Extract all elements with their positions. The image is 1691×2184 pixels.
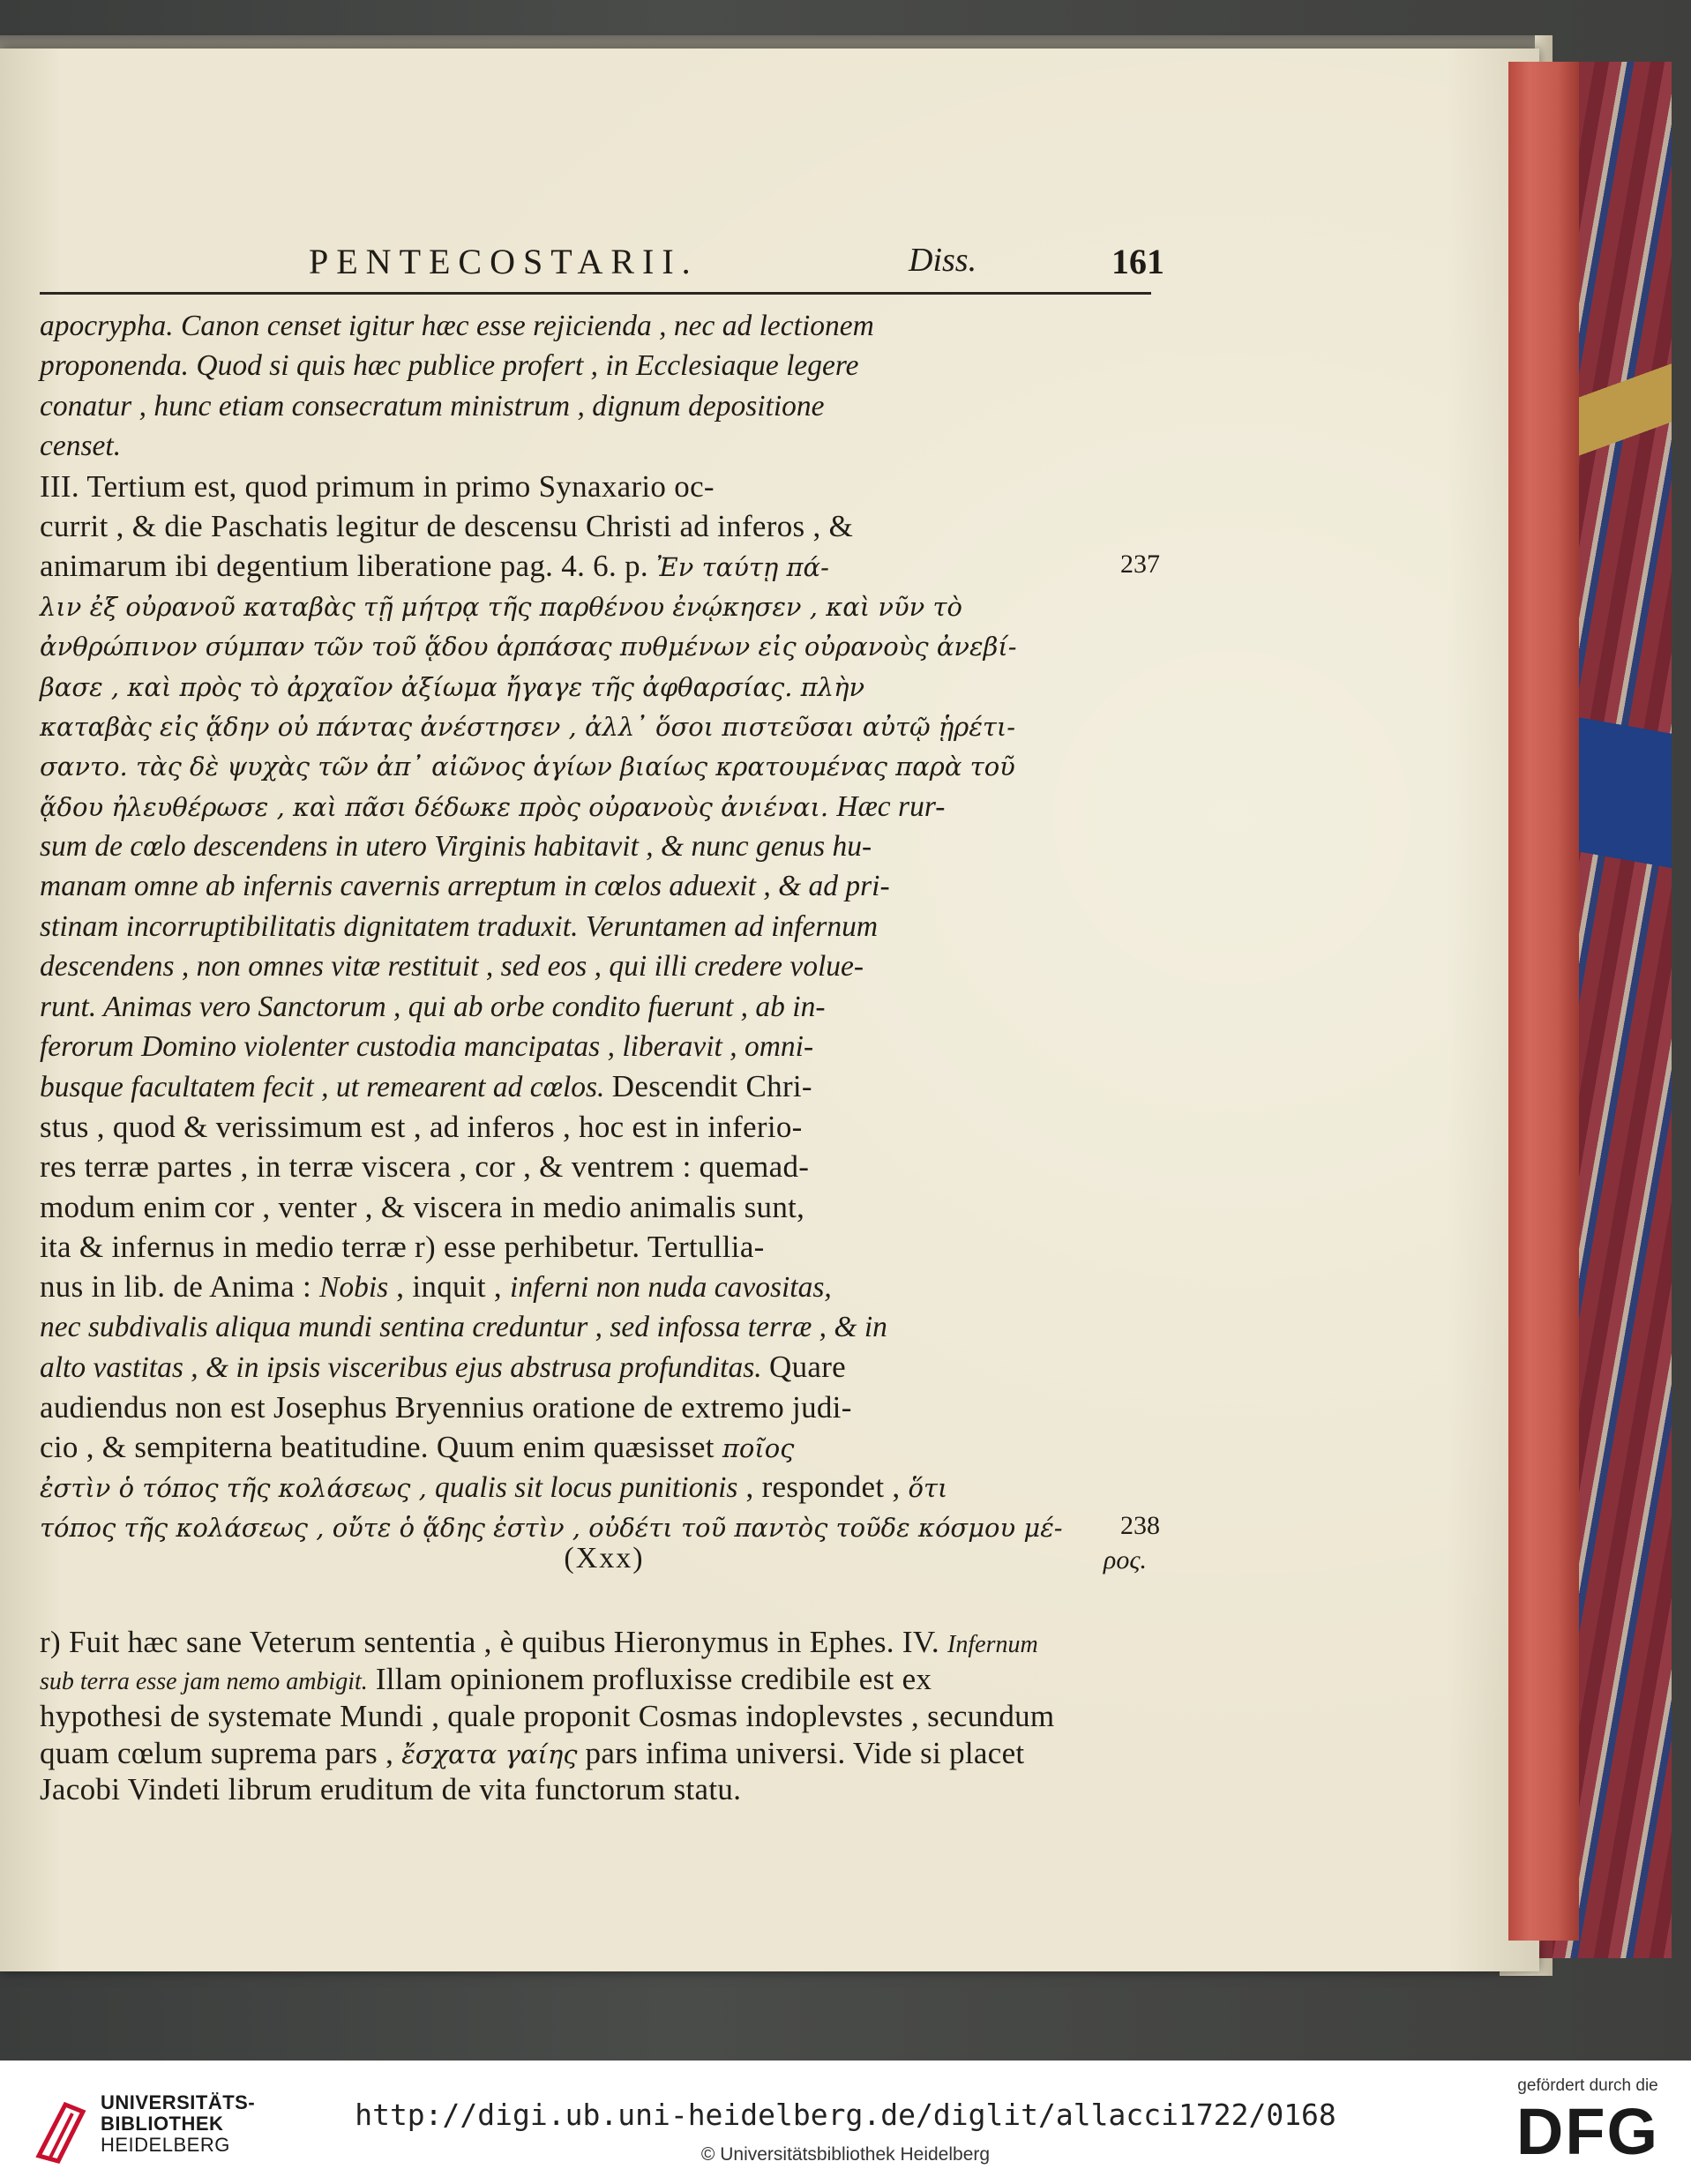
body-line xyxy=(40,746,1169,786)
page-number: 161 xyxy=(1111,242,1164,281)
body-line xyxy=(40,1347,1169,1387)
body-fragment: Descendit Chri- xyxy=(611,1069,812,1104)
footnote-fragment: r) Fuit hæc sane Veterum sententia , è quibus Hieronymus in Ephes. IV. xyxy=(40,1625,948,1660)
running-section: Diss. xyxy=(909,242,977,279)
body-fragment: ita & infernus in medio terræ r) esse perhibetur. Tertullia- xyxy=(40,1229,765,1264)
body-line xyxy=(40,1147,1169,1186)
body-fragment: σαντο. τὰς δὲ ψυχὰς τῶν ἀπ᾽ αἰῶνος ἁγίων βιαίως κρατουμένας παρὰ τοῦ xyxy=(40,752,1015,782)
body-fragment: manam omne ab infernis cavernis arreptum in cœlos aduexit , & ad pri- xyxy=(40,870,890,903)
body-fragment: sum de cœlo descendens in utero Virginis habitavit , & nunc genus hu- xyxy=(40,830,872,864)
body-fragment: stinam incorruptibilitatis dignitatem traduxit. Veruntamen ad infernum xyxy=(40,909,879,943)
viewer-footer xyxy=(0,2061,1691,2184)
body-line xyxy=(40,866,1169,906)
body-fragment: ἀνθρώπινον σύμπαν τῶν τοῦ ᾅδου ἁρπάσας πυθμένων εἰς οὐρανοὺς ἀνεβί- xyxy=(40,632,1017,662)
body-fragment: inferni non nuda cavositas, xyxy=(510,1271,832,1305)
head-rule xyxy=(40,292,1151,295)
dfg-logo[interactable] xyxy=(1500,2076,1676,2173)
body-line xyxy=(40,667,1169,707)
body-fragment: nus in lib. de Anima : xyxy=(40,1269,320,1305)
body-fragment: , respondet , xyxy=(737,1470,909,1505)
body-line xyxy=(40,1227,1169,1267)
dfg-wordmark: DFG xyxy=(1515,2095,1660,2168)
body-fragment: busque facultatem fecit , ut remearent ad cœlos. xyxy=(40,1071,612,1104)
margin-number: 237 xyxy=(1120,550,1160,580)
dfg-caption: gefördert durch die xyxy=(1517,2076,1658,2095)
running-title: PENTECOSTARII. xyxy=(309,242,699,281)
body-line xyxy=(40,1387,1169,1427)
body-fragment: III. Tertium est, quod primum in primo Synaxario oc- xyxy=(40,468,715,504)
body-line xyxy=(40,1427,1169,1467)
body-line xyxy=(40,1066,1169,1106)
body-text xyxy=(40,306,1169,1547)
body-line xyxy=(40,386,1169,426)
body-fragment: καταβὰς εἰς ᾅδην οὐ πάντας ἀνέστησεν , ἀλλ᾽ ὅσοι πιστεῦσαι αὐτῷ ᾑρέτι- xyxy=(40,711,1016,742)
body-fragment: qualis sit locus punitionis xyxy=(435,1471,738,1505)
body-line xyxy=(40,1267,1169,1306)
body-line xyxy=(40,306,1169,346)
footnote-line xyxy=(40,1663,1169,1700)
body-line xyxy=(40,1467,1169,1507)
footnote-fragment: pars infima universi. Vide si placet xyxy=(577,1735,1025,1770)
body-line xyxy=(40,626,1169,666)
body-line xyxy=(40,506,1169,546)
footnote-fragment: quam cœlum suprema pars , xyxy=(40,1735,402,1770)
body-fragment: nec subdivalis aliqua mundi sentina creduntur , sed infossa terræ , & in xyxy=(40,1310,887,1343)
body-fragment: τόπος τῆς κολάσεως , οὔτε ὁ ᾅδης ἐστὶν , οὐδέτι τοῦ παντὸς τοῦδε κόσμου μέ- xyxy=(40,1512,1063,1543)
footnote-line xyxy=(40,1626,1169,1663)
body-fragment: conatur , hunc etiam consecratum ministrum , dignum depositione xyxy=(40,389,825,423)
footnote-fragment: sub terra esse jam nemo ambigit. xyxy=(40,1667,368,1695)
body-fragment: currit , & die Paschatis legitur de descensu Christi ad inferos , & xyxy=(40,508,854,543)
body-fragment: ᾅδου ἠλευθέρωσε , καὶ πᾶσι δέδωκε πρὸς οὐρανοὺς ἀνιέναι. xyxy=(40,791,837,822)
body-line xyxy=(40,987,1169,1027)
body-fragment: stus , quod & verissimum est , ad inferos , hoc est in inferio- xyxy=(40,1109,803,1144)
body-line xyxy=(40,346,1169,385)
footnote-fragment: Infernum xyxy=(947,1631,1038,1659)
footnote-fragment: ἔσχατα γαίης xyxy=(401,1739,578,1769)
footnote-fragment: Jacobi Vindeti librum eruditum de vita functorum statu. xyxy=(40,1772,742,1807)
margin-number: 238 xyxy=(1120,1510,1160,1540)
body-line xyxy=(40,787,1169,826)
footnote-line xyxy=(40,1773,1169,1810)
body-line xyxy=(40,426,1169,466)
body-line xyxy=(40,946,1169,986)
body-line xyxy=(40,1307,1169,1347)
body-line xyxy=(40,1107,1169,1147)
footnote-line xyxy=(40,1700,1169,1737)
body-fragment: censet. xyxy=(40,430,122,463)
body-line xyxy=(40,587,1169,626)
body-fragment: Quare xyxy=(769,1350,847,1385)
body-line xyxy=(40,1027,1169,1066)
body-fragment: descendens , non omnes vitæ restituit , sed eos , qui illi credere volue- xyxy=(40,950,864,984)
red-fore-edge xyxy=(1508,62,1579,1941)
body-fragment: ferorum Domino violenter custodia mancipatas , liberavit , omni- xyxy=(40,1030,814,1064)
running-head xyxy=(40,225,1169,294)
body-fragment: ποῖος xyxy=(722,1432,795,1463)
body-line xyxy=(40,826,1169,866)
body-fragment: alto vastitas , & in ipsis visceribus ejus abstrusa profunditas. xyxy=(40,1351,769,1385)
body-fragment: audiendus non est Josephus Bryennius oratione de extremo judi- xyxy=(40,1389,852,1425)
copyright-notice: © Universitätsbibliothek Heidelberg xyxy=(700,2144,991,2165)
print-block xyxy=(40,225,1169,1810)
signature-mark xyxy=(40,1542,1169,1582)
library-name-line: BIBLIOTHEK xyxy=(101,2113,224,2135)
body-fragment: res terræ partes , in terræ viscera , cor , & ventrem : quemad- xyxy=(40,1149,810,1185)
body-line xyxy=(40,1187,1169,1227)
footnote-line xyxy=(40,1737,1169,1774)
body-fragment: animarum ibi degentium liberatione pag. 4. 6. p. xyxy=(40,549,656,584)
signature-mark-text: (Xxx) xyxy=(564,1542,645,1575)
body-fragment: proponenda. Quod si quis hæc publice profert , in Ecclesiaque legere xyxy=(40,349,859,383)
body-fragment: apocrypha. Canon censet igitur hæc esse rejicienda , nec ad lectionem xyxy=(40,310,874,342)
footnote-fragment: hypothesi de systemate Mundi , quale proponit Cosmas indoplevstes , secundum xyxy=(40,1698,1055,1733)
library-name-line: HEIDELBERG xyxy=(101,2134,230,2156)
body-fragment: modum enim cor , venter , & viscera in medio animalis sunt, xyxy=(40,1189,805,1224)
book-page xyxy=(0,49,1539,1971)
footnote xyxy=(40,1626,1169,1810)
body-fragment: βασε , καὶ πρὸς τὸ ἀρχαῖον ἀξίωμα ἤγαγε τῆς ἀφθαρσίας. πλὴν xyxy=(40,671,865,702)
body-fragment: ὅτι xyxy=(908,1473,948,1504)
body-fragment: runt. Animas vero Sanctorum , qui ab orbe condito fuerunt , ab in- xyxy=(40,990,826,1023)
footnote-fragment: Illam opinionem profluxisse credibile est ex xyxy=(367,1661,932,1696)
body-fragment: Ἐν ταύτῃ πά- xyxy=(655,552,829,583)
body-fragment: , inquit , xyxy=(388,1269,511,1305)
body-line xyxy=(40,907,1169,946)
body-line xyxy=(40,707,1169,746)
body-fragment: λιν ἐξ οὐρανοῦ καταβὰς τῇ μήτρᾳ τῆς παρθένου ἐνῴκησεν , καὶ νῦν τὸ xyxy=(40,591,962,622)
body-fragment: Nobis xyxy=(319,1271,389,1305)
body-fragment: ἐστὶν ὁ τόπος τῆς κολάσεως , xyxy=(40,1473,435,1504)
body-line xyxy=(40,467,1169,506)
body-fragment: Hæc rur- xyxy=(836,789,946,823)
catchword: ρος. xyxy=(1103,1545,1147,1575)
body-line xyxy=(40,546,1169,586)
library-name-line: UNIVERSITÄTS- xyxy=(101,2091,256,2113)
permalink-url[interactable]: http://digi.ub.uni-heidelberg.de/diglit/allacci1722/0168 xyxy=(355,2098,1336,2132)
body-fragment: cio , & sempiterna beatitudine. Quum enim quæsisset xyxy=(40,1429,722,1464)
